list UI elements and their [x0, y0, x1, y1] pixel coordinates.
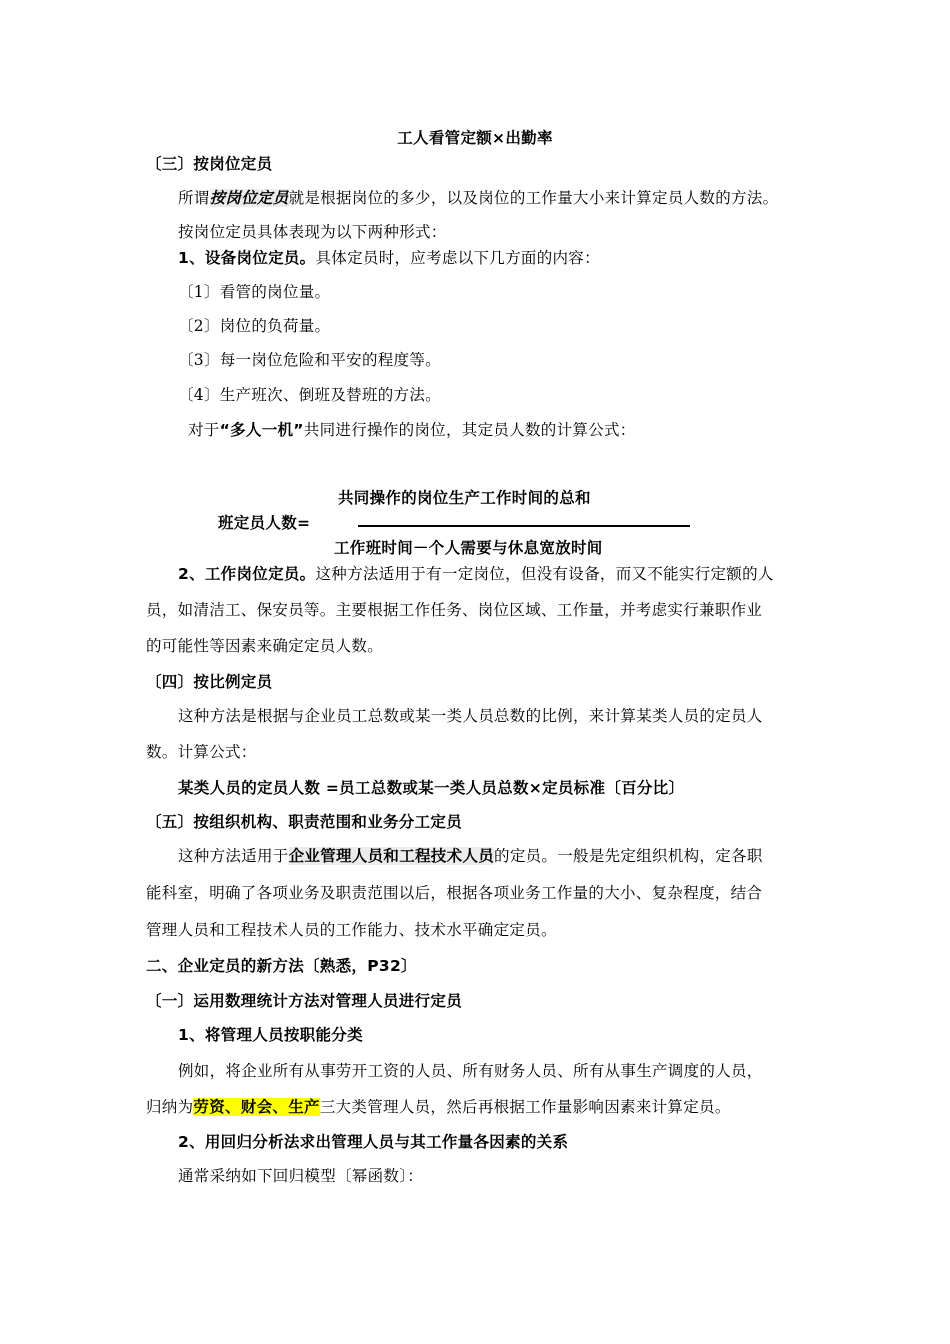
fraction-denominator: 工作班时间－个人需要与休息宽放时间 — [334, 539, 603, 557]
s3-item-2 — [178, 564, 774, 584]
text: 这种方法适用于 — [178, 847, 289, 865]
text: 归纳为 — [146, 1098, 194, 1116]
text: 对于 — [188, 421, 220, 439]
s3-paragraph-2: 按岗位定员具体表现为以下两种形式： — [178, 223, 447, 241]
item-label: 1、设备岗位定员。 — [178, 249, 316, 267]
s5-paragraph-1 — [178, 846, 763, 866]
s3-multi-person — [188, 420, 636, 440]
text: 共同进行操作的岗位，其定员人数的计算公式： — [303, 421, 636, 439]
s3-consideration-1: 〔1〕看管的岗位量。 — [178, 283, 331, 301]
new-method-1-item-2: 2、用回归分析法求出管理人员与其工作量各因素的关系 — [178, 1133, 569, 1151]
fraction-bar — [358, 525, 690, 527]
s3-consideration-2: 〔2〕岗位的负荷量。 — [178, 317, 331, 335]
fraction-lhs: 班定员人数= — [218, 514, 311, 532]
new-method-1-paragraph-3: 通常采纳如下回归模型〔幂函数〕： — [178, 1167, 424, 1185]
section-4-title: 〔四〕按比例定员 — [146, 673, 273, 691]
s4-paragraph-1: 这种方法是根据与企业员工总数或某一类人员总数的比例，来计算某类人员的定员人 — [178, 707, 763, 725]
s3-item-1 — [178, 248, 600, 268]
s4-formula: 某类人员的定员人数 =员工总数或某一类人员总数×定员标准〔百分比〕 — [178, 779, 685, 797]
bold-term: “多人一机” — [219, 421, 304, 439]
s4-paragraph-1-cont: 数。计算公式： — [146, 743, 257, 761]
text: 的定员。一般是先定组织机构，定各职 — [494, 847, 763, 865]
s3-consideration-4: 〔4〕生产班次、倒班及替班的方法。 — [178, 386, 441, 404]
s5-paragraph-2: 能科室，明确了各项业务及职责范围以后，根据各项业务工作量的大小、复杂程度，结合 — [146, 884, 763, 902]
s3-item-2-cont-1: 员，如清洁工、保安员等。主要根据工作任务、岗位区域、工作量，并考虑实行兼职作业 — [146, 601, 763, 619]
new-method-1-paragraph-1: 例如，将企业所有从事劳开工资的人员、所有财务人员、所有从事生产调度的人员， — [178, 1062, 763, 1080]
text: 具体定员时，应考虑以下几方面的内容： — [315, 249, 600, 267]
fraction-numerator: 共同操作的岗位生产工作时间的总和 — [338, 489, 591, 507]
highlighted-term: 企业管理人员和工程技术人员 — [288, 847, 495, 865]
section-5-title: 〔五〕按组织机构、职责范围和业务分工定员 — [146, 813, 463, 831]
s3-paragraph-1 — [178, 188, 778, 208]
text: 就是根据岗位的多少，以及岗位的工作量大小来计算定员人数的方法。 — [288, 189, 779, 207]
s3-consideration-3: 〔3〕每一岗位危险和平安的程度等。 — [178, 351, 441, 369]
section-3-title: 〔三〕按岗位定员 — [146, 155, 273, 173]
heading-2: 二、企业定员的新方法〔熟悉，P32〕 — [146, 957, 417, 975]
term-highlight: 按岗位定员 — [209, 189, 289, 207]
new-method-1-paragraph-2 — [146, 1097, 731, 1117]
new-method-1-item-1: 1、将管理人员按职能分类 — [178, 1026, 363, 1044]
new-method-1-title: 〔一〕运用数理统计方法对管理人员进行定员 — [146, 992, 463, 1010]
s5-paragraph-3: 管理人员和工程技术人员的工作能力、技术水平确定定员。 — [146, 921, 557, 939]
text: 这种方法适用于有一定岗位，但没有设备，而又不能实行定额的人 — [315, 565, 774, 583]
s3-item-2-cont-2: 的可能性等因素来确定定员人数。 — [146, 637, 384, 655]
item-label: 2、工作岗位定员。 — [178, 565, 316, 583]
text: 所谓 — [178, 189, 210, 207]
formula-top: 工人看管定额×出勤率 — [397, 129, 553, 147]
yellow-highlight: 劳资、财会、生产 — [193, 1098, 320, 1116]
text: 三大类管理人员，然后再根据工作量影响因素来计算定员。 — [319, 1098, 731, 1116]
